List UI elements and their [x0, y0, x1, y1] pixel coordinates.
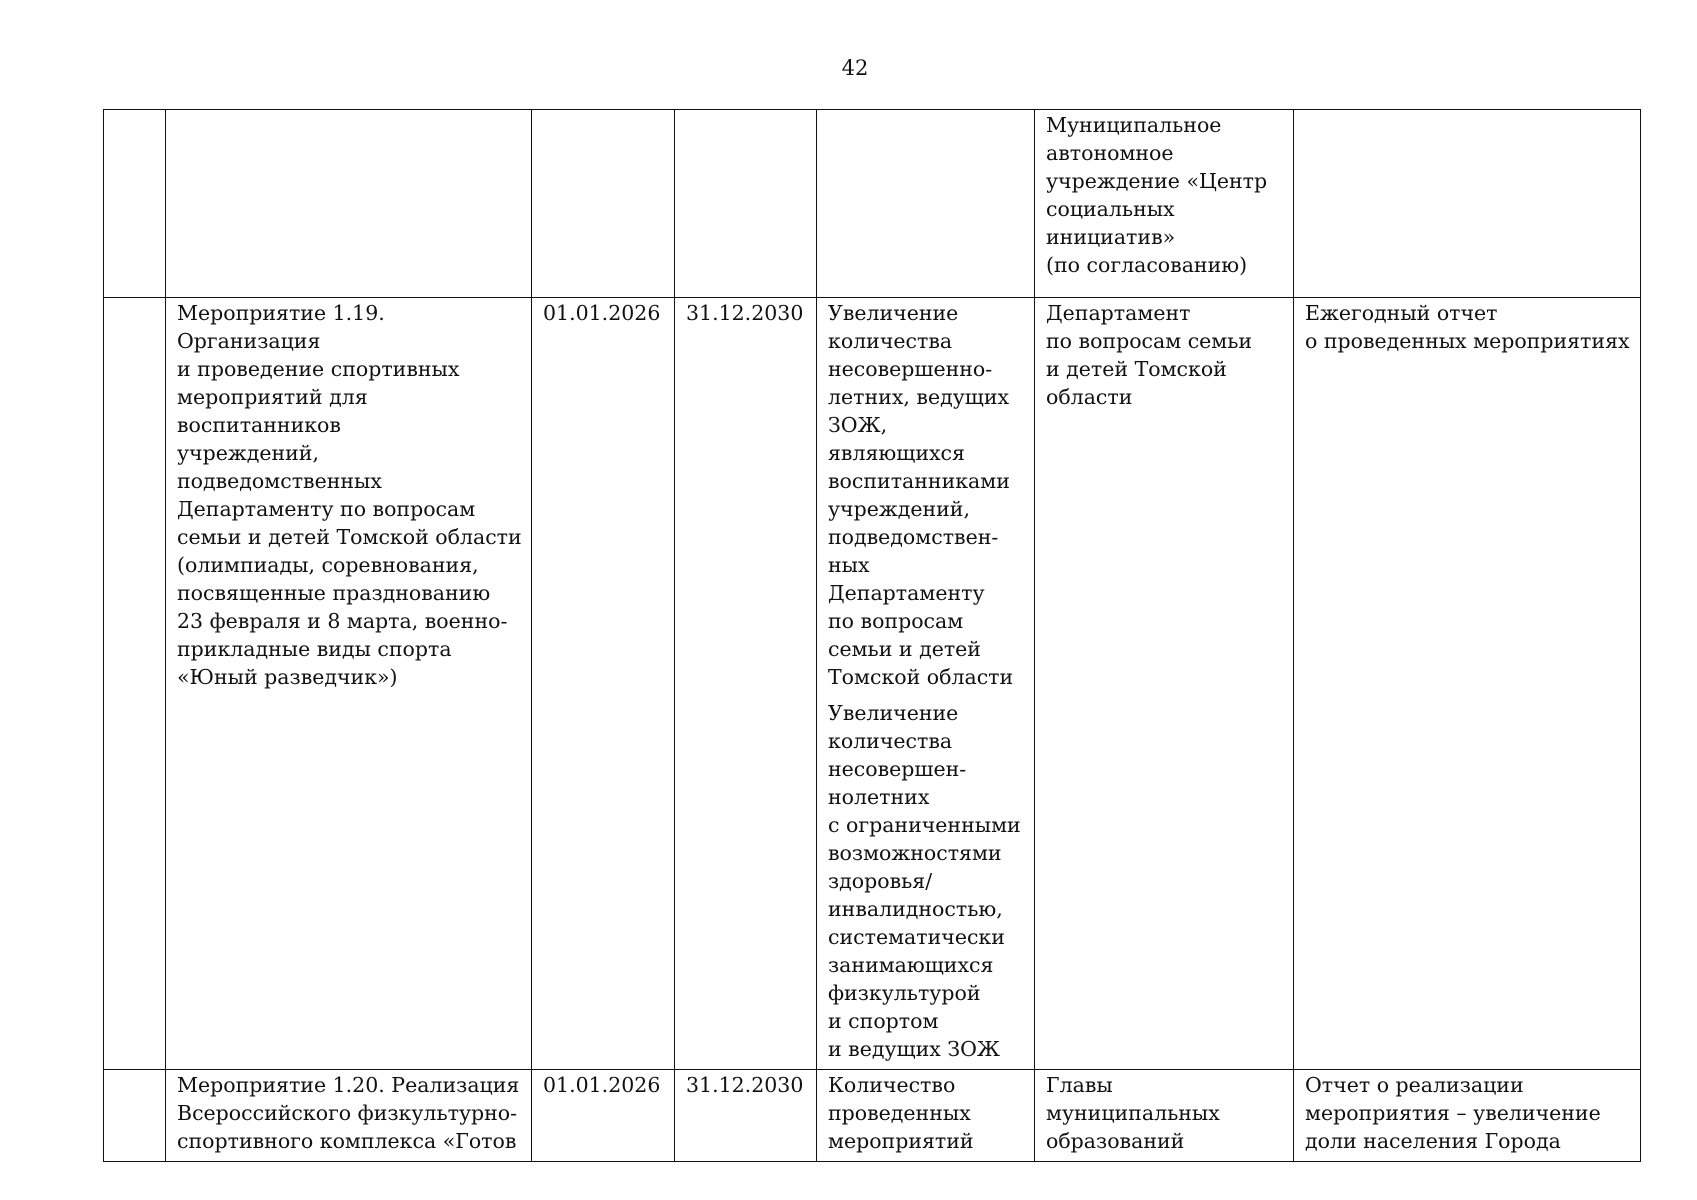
cell-result: Ежегодный отчет о проведенных мероприятиях: [1294, 298, 1641, 1070]
cell-executor: Муниципальное автономное учреждение «Центр социальных инициатив» (по согласованию): [1035, 110, 1294, 298]
cell-executor: Департамент по вопросам семьи и детей Томской области: [1035, 298, 1294, 1070]
cell-number: [104, 110, 166, 298]
cell-end-date: [675, 110, 817, 298]
cell-start-date: 01.01.2026: [532, 298, 675, 1070]
cell-indicators: [817, 110, 1035, 298]
indicator-text: Увеличение количества несовершен- нолетних с ограниченными возможностями здоровья/ инвалидностью, систематически занимающихся физкультурой и спортом и ведущих ЗОЖ: [828, 701, 1021, 1061]
indicator-text: Количество проведенных мероприятий: [828, 1073, 974, 1153]
cell-start-date: [532, 110, 675, 298]
cell-number: [104, 298, 166, 1070]
table-row: [104, 298, 1641, 1070]
cell-result: [1294, 110, 1641, 298]
cell-event: [166, 110, 532, 298]
cell-event: Мероприятие 1.19. Организация и проведение спортивных мероприятий для воспитанников учреждений, подведомственных Департаменту по вопросам семьи и детей Томской области (олимпиады, соревнования, посвященные празднованию 23 февраля и 8 марта, военно- прикладные виды спорта «Юный разведчик»): [166, 298, 532, 1070]
page-number: 42: [841, 56, 869, 80]
cell-end-date: 31.12.2030: [675, 298, 817, 1070]
cell-start-date: 01.01.2026: [532, 1070, 675, 1162]
cell-result: Отчет о реализации мероприятия – увеличение доли населения Города: [1294, 1070, 1641, 1162]
cell-number: [104, 1070, 166, 1162]
table-row: [104, 1070, 1641, 1162]
cell-event: Мероприятие 1.20. Реализация Всероссийского физкультурно- спортивного комплекса «Готов: [166, 1070, 532, 1162]
cell-end-date: 31.12.2030: [675, 1070, 817, 1162]
program-table: [103, 109, 1641, 1162]
cell-indicators: [817, 298, 1035, 1070]
cell-indicators: [817, 1070, 1035, 1162]
cell-executor: Главы муниципальных образований: [1035, 1070, 1294, 1162]
indicator-text: Увеличение количества несовершенно- летних, ведущих ЗОЖ, являющихся воспитанниками учреждений, подведомствен- ных Департаменту по вопросам семьи и детей Томской области: [828, 301, 1014, 689]
table-row: [104, 110, 1641, 298]
